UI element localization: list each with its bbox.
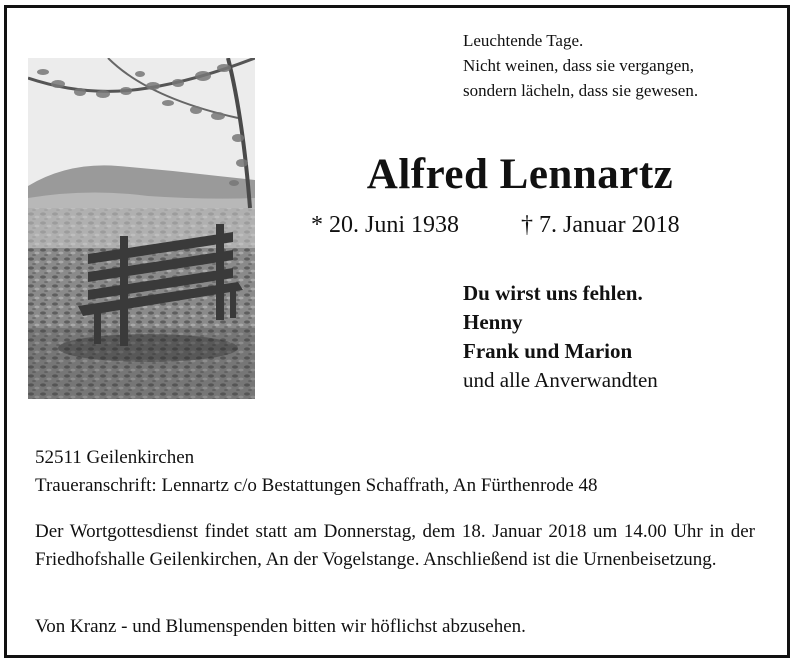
death-date: † 7. Januar 2018 — [521, 212, 680, 238]
service-notice: Der Wortgottesdienst findet statt am Donnerstag, dem 18. Januar 2018 um 14.00 Uhr in der Friedhofshalle Geilenkirchen, An der Vogelstange. Anschließend ist die Urnenbeisetzung. — [35, 521, 755, 570]
bench-photo — [28, 58, 255, 399]
poem — [463, 28, 763, 103]
poem-line: Nicht weinen, dass sie vergangen, — [463, 56, 695, 75]
relatives-line: und alle Anverwandten — [463, 368, 658, 392]
mourners — [463, 279, 773, 395]
bench-illustration — [28, 58, 255, 399]
mourner-name: Frank und Marion — [463, 339, 633, 363]
city-line: 52511 Geilenkirchen — [35, 447, 195, 468]
farewell-line: Du wirst uns fehlen. — [463, 281, 643, 305]
flowers-notice: Von Kranz - und Blumenspenden bitten wir höflichst abzusehen. — [35, 616, 526, 637]
poem-line: Leuchtende Tage. — [463, 31, 584, 50]
birth-date: * 20. Juni 1938 — [311, 212, 460, 238]
mourner-name: Henny — [463, 310, 523, 334]
address-block — [35, 444, 765, 500]
mourning-address: Traueranschrift: Lennartz c/o Bestattungen Schaffrath, An Fürthenrode 48 — [35, 475, 598, 496]
deceased-name: Alfred Lennartz — [366, 151, 674, 198]
poem-line: sondern lächeln, dass sie gewesen. — [463, 81, 699, 100]
